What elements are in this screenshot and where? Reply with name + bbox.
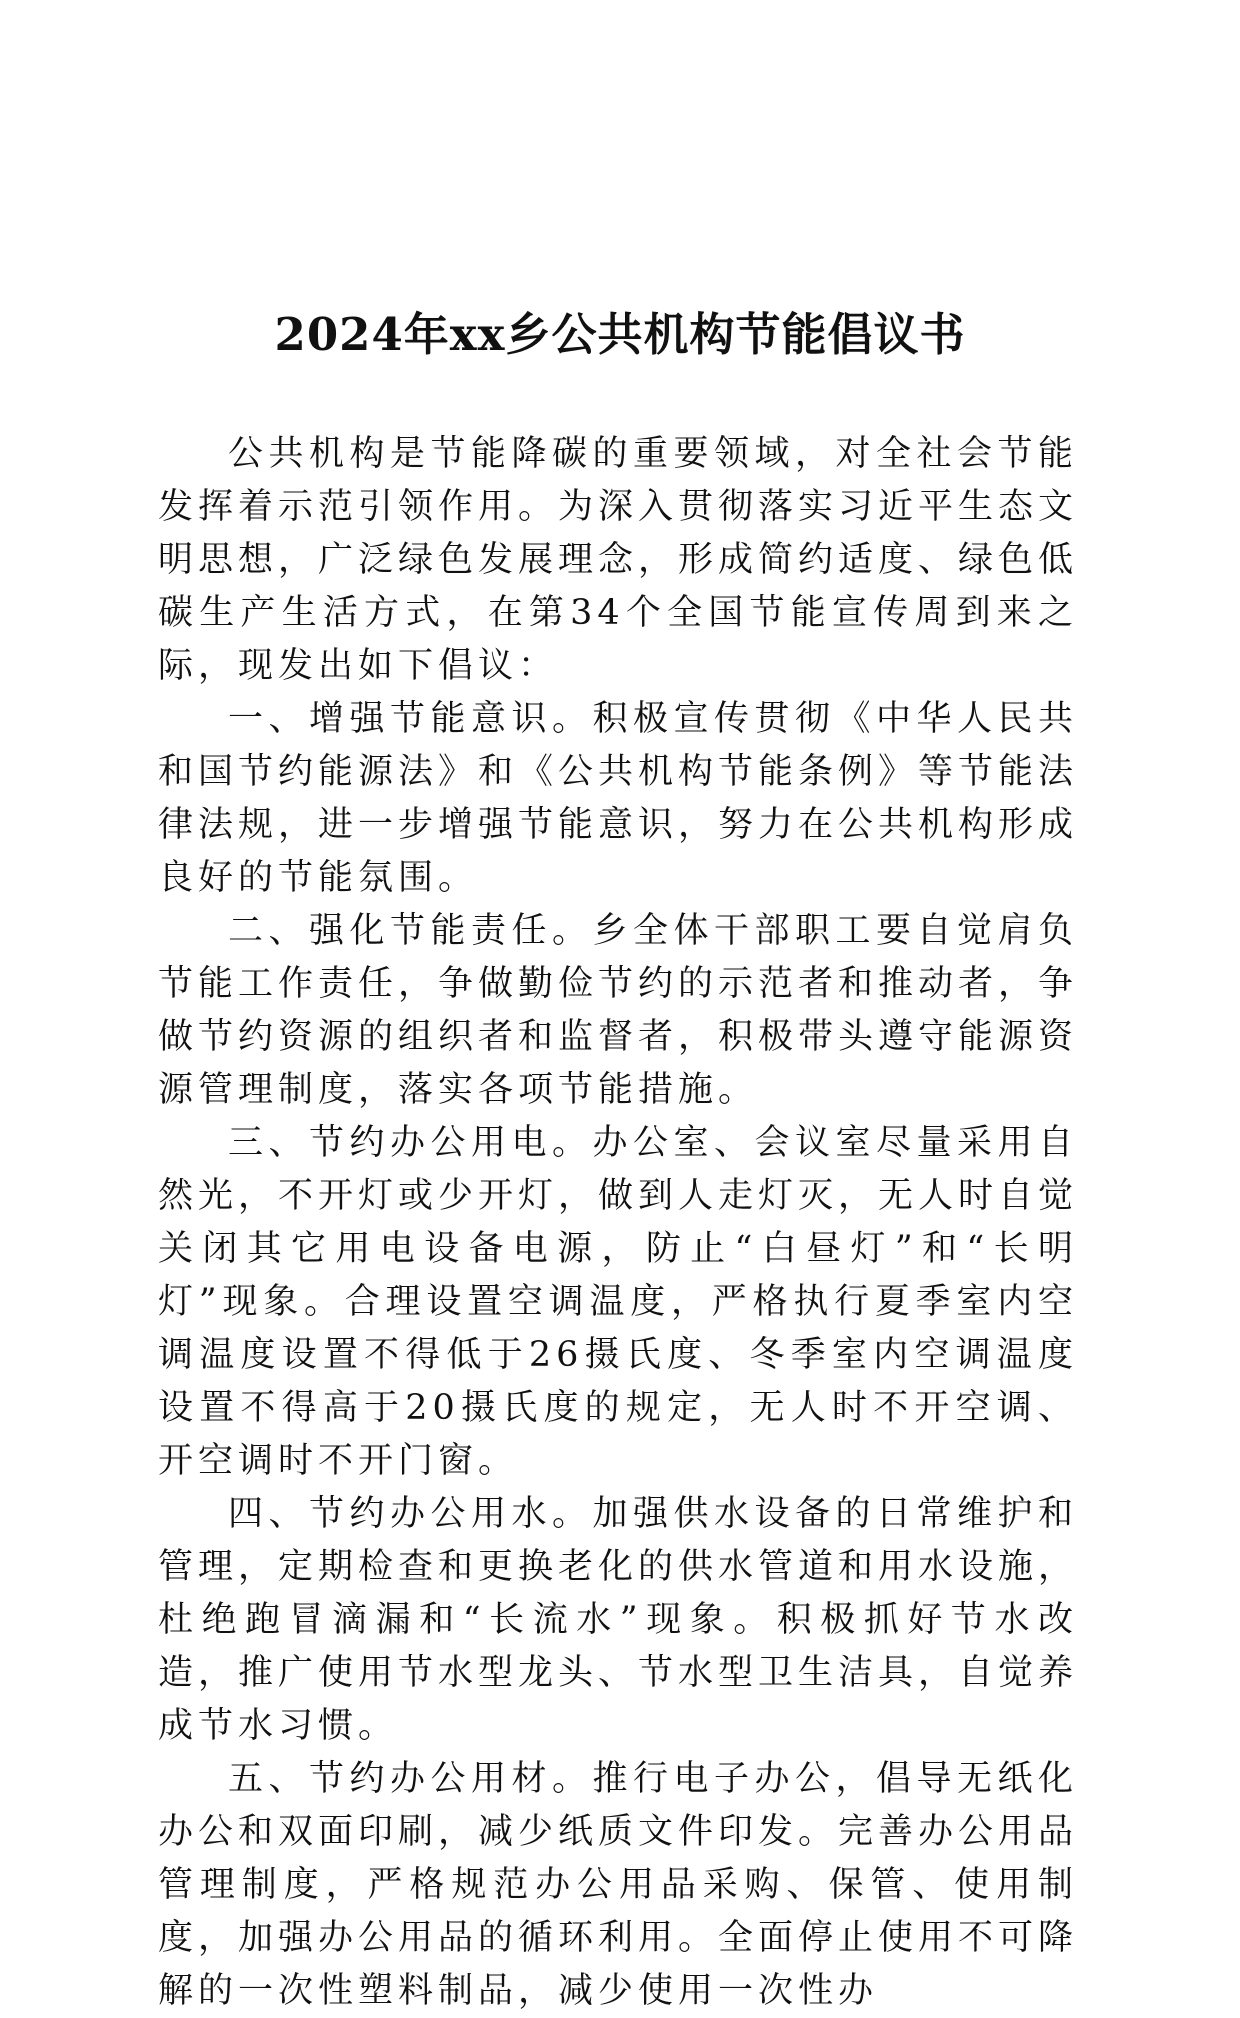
paragraph-intro: 公共机构是节能降碳的重要领域，对全社会节能发挥着示范引领作用。为深入贯彻落实习近平生态文明思想，广泛绿色发展理念，形成简约适度、绿色低碳生产生活方式，在第34个全国节能宣传周到来之际，现发出如下倡议： [158,434,1079,686]
paragraph-item-3: 三、节约办公用电。办公室、会议室尽量采用自然光，不开灯或少开灯，做到人走灯灭，无人时自觉关闭其它用电设备电源，防止“白昼灯”和“长明灯”现象。合理设置空调温度，严格执行夏季室内空调温度设置不得低于26摄氏度、冬季室内空调温度设置不得高于20摄氏度的规定，无人时不开空调、开空调时不开门窗。 [158,1123,1079,1481]
document-title: 2024年xx乡公共机构节能倡议书 [274,308,966,361]
paragraph-item-5: 五、节约办公用材。推行电子办公，倡导无纸化办公和双面印刷，减少纸质文件印发。完善办公用品管理制度，严格规范办公用品采购、保管、使用制度，加强办公用品的循环利用。全面停止使用不可降解的一次性塑料制品，减少使用一次性办 [158,1759,1079,2011]
paragraph-item-4: 四、节约办公用水。加强供水设备的日常维护和管理，定期检查和更换老化的供水管道和用水设施，杜绝跑冒滴漏和“长流水”现象。积极抓好节水改造，推广使用节水型龙头、节水型卫生洁具，自觉养成节水习惯。 [158,1494,1079,1746]
paragraph-item-2: 二、强化节能责任。乡全体干部职工要自觉肩负节能工作责任，争做勤俭节约的示范者和推动者，争做节约资源的组织者和监督者，积极带头遵守能源资源管理制度，落实各项节能措施。 [158,911,1079,1110]
document-body [158,428,1078,2018]
paragraph-item-1: 一、增强节能意识。积极宣传贯彻《中华人民共和国节约能源法》和《公共机构节能条例》等节能法律法规，进一步增强节能意识，努力在公共机构形成良好的节能氛围。 [158,699,1079,898]
